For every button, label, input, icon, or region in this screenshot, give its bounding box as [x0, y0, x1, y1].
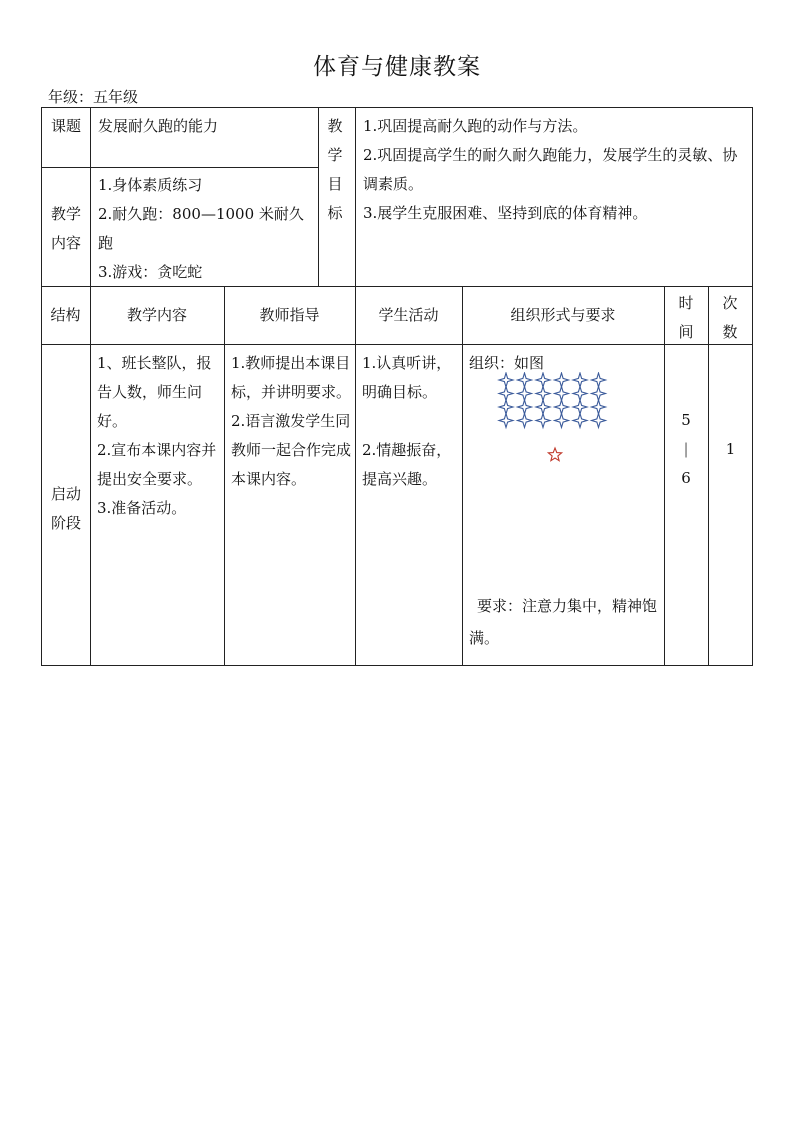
row-content-item: 3.准备活动。	[97, 499, 187, 517]
student-marker-icon	[499, 414, 513, 428]
row-time	[664, 406, 708, 493]
row-student-item: 1.认真听讲，明确目标。	[362, 354, 452, 401]
grade-label: 年级：五年级	[48, 88, 139, 106]
header-time: 时间	[678, 294, 694, 341]
row-teacher-item: 2.语言激发学生同教师一起合作完成本课内容。	[231, 412, 352, 488]
goal-item: 1.巩固提高耐久跑的动作与方法。	[363, 117, 588, 135]
goal-label: 教学目标	[327, 117, 343, 222]
content-item: 2.耐久跑：800—1000 米耐久跑	[98, 205, 304, 252]
content-item: 3.游戏：贪吃蛇	[98, 263, 203, 281]
row-count: 1	[725, 440, 736, 458]
row-student-item: 2.情趣振奋，提高兴趣。	[362, 441, 452, 488]
row-student	[362, 349, 458, 494]
topic-label-text: 课题	[50, 117, 81, 135]
header-structure: 结构	[50, 306, 81, 324]
formation-diagram	[496, 372, 616, 467]
goal-item: 3.展学生克服困难、坚持到底的体育精神。	[363, 204, 648, 222]
goal-list	[363, 112, 749, 228]
student-marker-icon	[518, 414, 532, 428]
header-content: 教学内容	[126, 306, 187, 324]
row-teacher-item: 1.教师提出本课目标，并讲明要求。	[231, 354, 352, 401]
content-item: 1.身体素质练习	[98, 176, 203, 194]
teacher-star-icon	[548, 448, 561, 461]
header-count: 次数	[722, 294, 738, 341]
student-marker-icon	[573, 414, 587, 428]
row-time-value: |	[683, 440, 689, 458]
content-list	[98, 171, 314, 287]
organization-label: 组织：如图	[469, 354, 545, 372]
formation-svg	[496, 372, 616, 467]
header-teacher: 教师指导	[259, 306, 320, 324]
header-student: 学生活动	[378, 306, 439, 324]
student-marker-icon	[592, 414, 606, 428]
topic-label	[50, 112, 82, 141]
row-time-value: 6	[681, 469, 691, 487]
row-time-value: 5	[681, 411, 691, 429]
row-content	[97, 349, 219, 523]
requirement-text: 要求：注意力集中，精神饱满。	[469, 597, 658, 647]
goal-item: 2.巩固提高学生的耐久耐久跑能力，发展学生的灵敏、协调素质。	[363, 146, 738, 193]
row-content-item: 2.宣布本课内容并提出安全要求。	[97, 441, 217, 488]
content-label: 教学内容	[50, 205, 81, 252]
row-teacher	[231, 349, 351, 494]
header-organization: 组织形式与要求	[510, 306, 616, 324]
page-title: 体育与健康教案	[313, 54, 481, 80]
row-content-item: 1、班长整队，报告人数，师生问好。	[97, 354, 212, 430]
student-marker-icon	[536, 414, 550, 428]
row-structure: 启动阶段	[50, 485, 81, 532]
topic-value: 发展耐久跑的能力	[98, 117, 219, 135]
student-marker-icon	[555, 414, 569, 428]
